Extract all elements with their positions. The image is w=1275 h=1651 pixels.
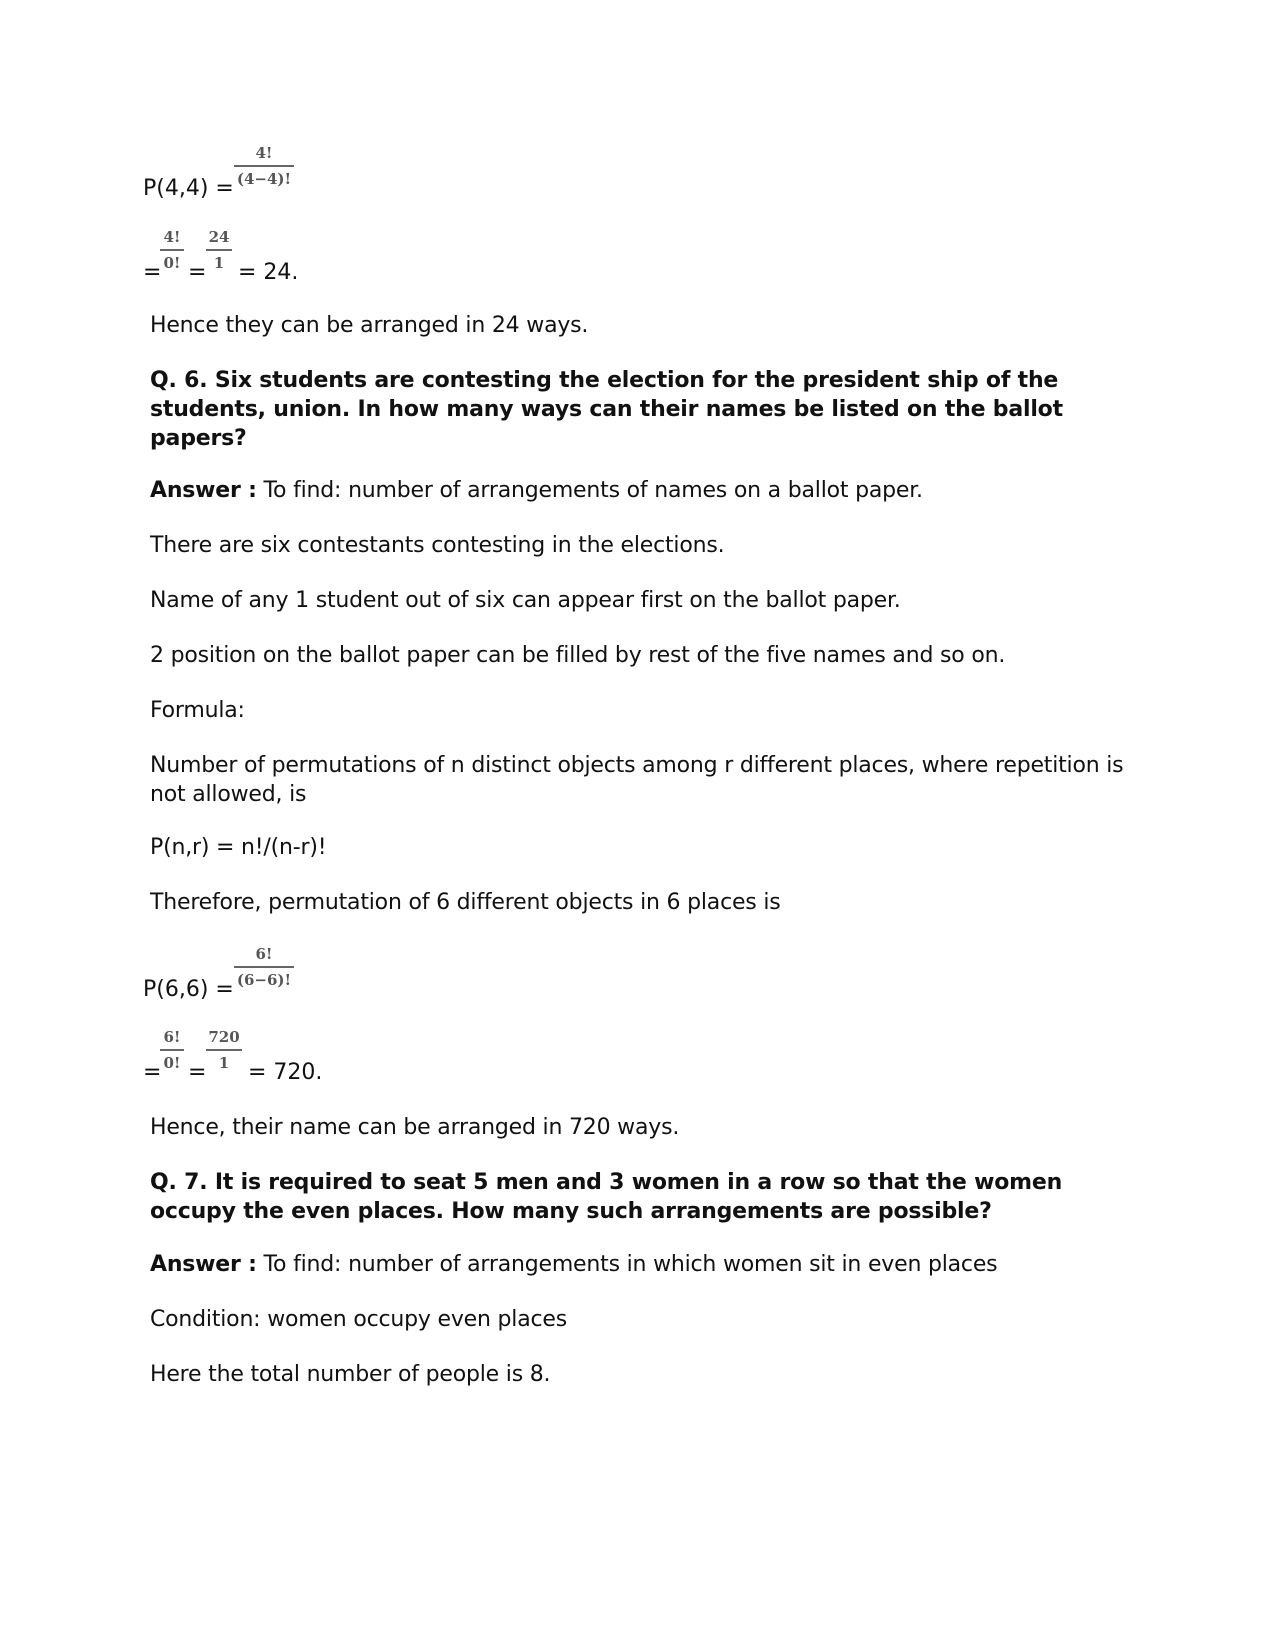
equals-sign: =: [143, 1060, 162, 1085]
fraction-bar: [160, 1049, 184, 1051]
equation-result: = 720.: [248, 1060, 323, 1085]
answer-text: To find: number of arrangements of names on a ballot paper.: [256, 478, 923, 503]
fraction-denominator: (4−4)!: [236, 170, 292, 188]
fraction-bar: [234, 165, 294, 167]
equation-lhs: P(6,6) =: [143, 977, 234, 1002]
question-7: Q. 7. It is required to seat 5 men and 3 women in a row so that the women occupy the even places. How many such arrangements are possible?: [150, 1170, 1063, 1224]
paragraph: 2 position on the ballot paper can be filled by rest of the five names and so on.: [150, 643, 1006, 668]
paragraph: Name of any 1 student out of six can appear first on the ballot paper.: [150, 588, 901, 613]
equals-sign: =: [188, 260, 207, 285]
paragraph: Here the total number of people is 8.: [150, 1362, 551, 1387]
answer-7-intro: [150, 1250, 997, 1279]
question-6: Q. 6. Six students are contesting the election for the president ship of the students, union. In how many ways can their names be listed on the ballot papers?: [150, 368, 1063, 451]
fraction-numerator: 4!: [255, 144, 273, 162]
fraction-denominator: 0!: [163, 254, 181, 272]
equals-sign: =: [143, 260, 162, 285]
paragraph: Hence, their name can be arranged in 720 ways.: [150, 1115, 680, 1140]
fraction-numerator: 4!: [163, 228, 181, 246]
equals-sign: =: [188, 1060, 207, 1085]
equation-lhs: P(4,4) =: [143, 176, 234, 201]
equation-result: = 24.: [238, 260, 299, 285]
fraction-numerator: 24: [208, 228, 230, 246]
fraction-image: [206, 228, 232, 272]
fraction-denominator: (6−6)!: [236, 971, 292, 989]
paragraph: Therefore, permutation of 6 different objects in 6 places is: [150, 890, 781, 915]
paragraph: Condition: women occupy even places: [150, 1307, 567, 1332]
fraction-bar: [206, 1049, 242, 1051]
fraction-denominator: 0!: [163, 1054, 181, 1072]
paragraph: Number of permutations of n distinct objects among r different places, where repetition is not allowed, is: [150, 753, 1124, 807]
answer-text: To find: number of arrangements in which women sit in even places: [256, 1252, 998, 1277]
answer-6-intro: [150, 476, 923, 505]
fraction-bar: [206, 249, 232, 251]
fraction-image: [206, 1028, 242, 1072]
fraction-numerator: 720: [208, 1028, 240, 1046]
fraction-image: [234, 144, 294, 188]
fraction-image: [160, 228, 184, 272]
fraction-image: [234, 945, 294, 989]
fraction-denominator: 1: [218, 1054, 230, 1072]
fraction-numerator: 6!: [163, 1028, 181, 1046]
paragraph: Hence they can be arranged in 24 ways.: [150, 313, 589, 338]
fraction-denominator: 1: [213, 254, 225, 272]
fraction-image: [160, 1028, 184, 1072]
paragraph: There are six contestants contesting in the elections.: [150, 533, 725, 558]
formula: P(n,r) = n!/(n-r)!: [150, 835, 327, 860]
answer-label: Answer :: [150, 478, 257, 503]
fraction-bar: [234, 966, 294, 968]
fraction-numerator: 6!: [255, 945, 273, 963]
answer-label: Answer :: [150, 1252, 257, 1277]
formula-heading: Formula:: [150, 698, 245, 723]
fraction-bar: [160, 249, 184, 251]
